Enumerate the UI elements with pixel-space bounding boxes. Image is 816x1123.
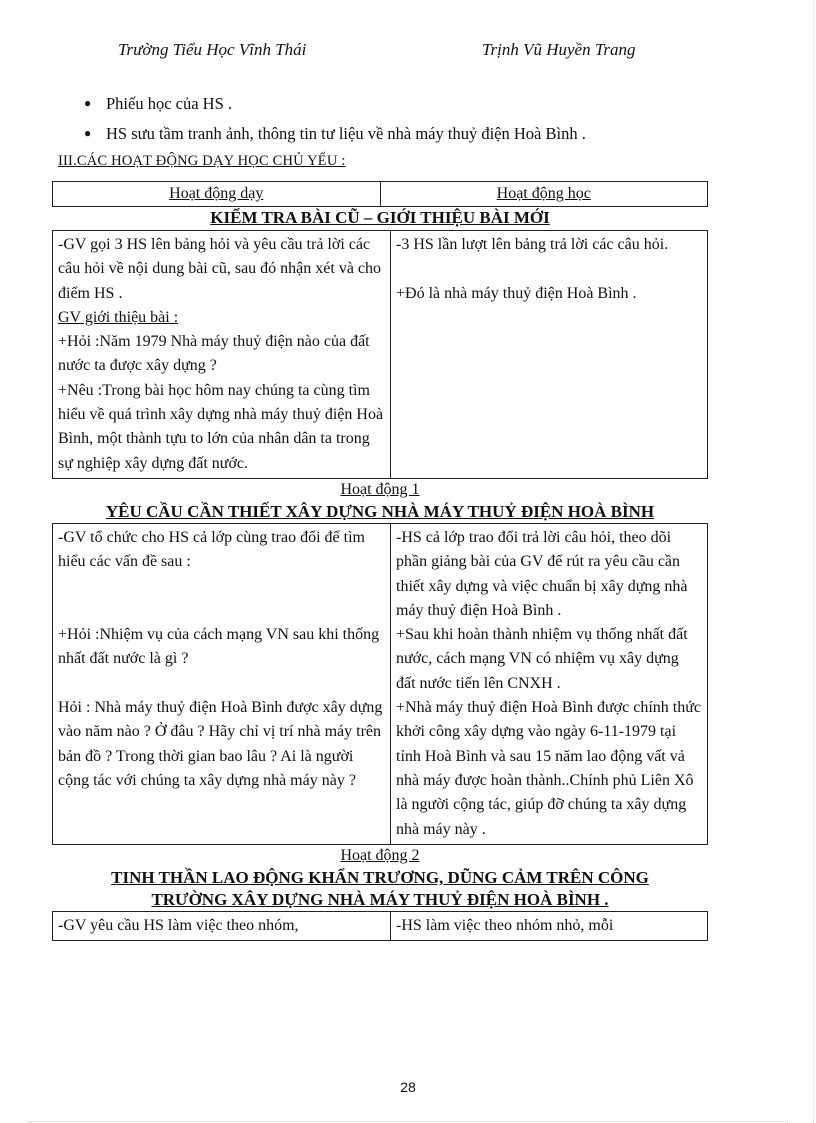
list-item: ● HS sưu tầm tranh ảnh, thông tin tư liệu về nhà máy thuỷ điện Hoà Bình . [84, 120, 586, 150]
teacher-cell: -GV gọi 3 HS lên bảng hỏi và yêu cầu trả lời các câu hỏi về nội dung bài cũ, sau đó nhận xét và cho điểm HS . GV giới thiệu bài : +Hỏi :Năm 1979 Nhà máy thuỷ điện nào của đất nước ta được xây dựng ? +Nêu :Trong bài học hôm nay chúng ta cùng tìm hiểu về quá trình xây dựng nhà máy thuỷ điện Hoà Bình, một thành tựu to lớn của nhân dân ta trong sự nghiệp xây dựng đất nước. [53, 231, 391, 479]
teacher-cell: -GV tổ chức cho HS cả lớp cùng trao đổi để tìm hiểu các vấn đề sau : +Hỏi :Nhiệm vụ của cách mạng VN sau khi thống nhất đất nước là gì ? Hỏi : Nhà máy thuỷ điện Hoà Bình được xây dựng vào năm nào ? Ở đâu ? Hãy chỉ vị trí nhà máy trên bản đồ ? Trong thời gian bao lâu ? Ai là người cộng tác với chúng ta xây dựng nhà máy này ? [53, 523, 391, 844]
part3-heading [52, 845, 708, 911]
author-name: Trịnh Vũ Huyền Trang [482, 40, 636, 59]
teacher-cell: -GV yêu cầu HS làm việc theo nhóm, [53, 911, 391, 940]
part3-title-line2: TRƯỜNG XÂY DỰNG NHÀ MÁY THUỶ ĐIỆN HOÀ BÌNH . [151, 889, 609, 909]
bullet-icon: ● [84, 96, 92, 110]
student-cell: -HS cả lớp trao đổi trả lời câu hỏi, theo dõi phần giảng bài của GV để rút ra yêu cầu cần thiết xây dựng và việc chuẩn bị xây dựng nhà máy thuỷ điện Hoà Bình . +Sau khi hoàn thành nhiệm vụ thống nhất đất nước, cách mạng VN có nhiệm vụ xây dựng đất nước tiến lên CNXH . +Nhà máy thuỷ điện Hoà Bình được chính thức khởi công xây dựng vào ngày 6-11-1979 tại tỉnh Hoà Bình và sau 15 năm lao động vất vả nhà máy được hoàn thành..Chính phủ Liên Xô là người cộng tác, giúp đỡ chúng ta xây dựng nhà máy này . [391, 523, 708, 844]
bullet-icon: ● [84, 126, 92, 140]
section-title: III.CÁC HOẠT ĐỘNG DẠY HỌC CHỦ YẾU : [58, 153, 346, 169]
part2-heading [52, 479, 708, 523]
table-row [53, 911, 708, 940]
student-cell: -3 HS lần lượt lên bảng trả lời các câu hỏi. +Đó là nhà máy thuỷ điện Hoà Bình . [391, 231, 708, 479]
part1-title: KIỂM TRA BÀI CŨ – GIỚI THIỆU BÀI MỚI [210, 208, 550, 227]
part2-label: Hoạt động 1 [340, 480, 420, 498]
page-bottom-divider [28, 1121, 788, 1122]
teacher-column-header: Hoạt động dạy [53, 182, 381, 207]
page-header [0, 40, 816, 66]
materials-list [84, 90, 586, 150]
part3-title-line1: TINH THẦN LAO ĐỘNG KHẨN TRƯƠNG, DŨNG CẢM TRÊN CÔNG [111, 867, 649, 887]
part3-label: Hoạt động 2 [340, 846, 420, 864]
table-row [53, 231, 708, 479]
part1-heading [52, 207, 708, 230]
part2-title: YÊU CẦU CẦN THIẾT XÂY DỰNG NHÀ MÁY THUỶ ĐIỆN HOÀ BÌNH [105, 501, 655, 521]
page-right-divider [813, 0, 814, 1123]
student-column-header: Hoạt động học [380, 182, 708, 207]
student-cell: -HS làm việc theo nhóm nhỏ, mỗi [391, 911, 708, 940]
lesson-table [52, 181, 708, 941]
school-name: Trường Tiểu Học Vĩnh Thái [118, 40, 307, 59]
list-item: ● Phiếu học của HS . [84, 90, 586, 120]
table-header-row [53, 182, 708, 207]
table-row [53, 523, 708, 844]
page-number: 28 [400, 1079, 416, 1095]
